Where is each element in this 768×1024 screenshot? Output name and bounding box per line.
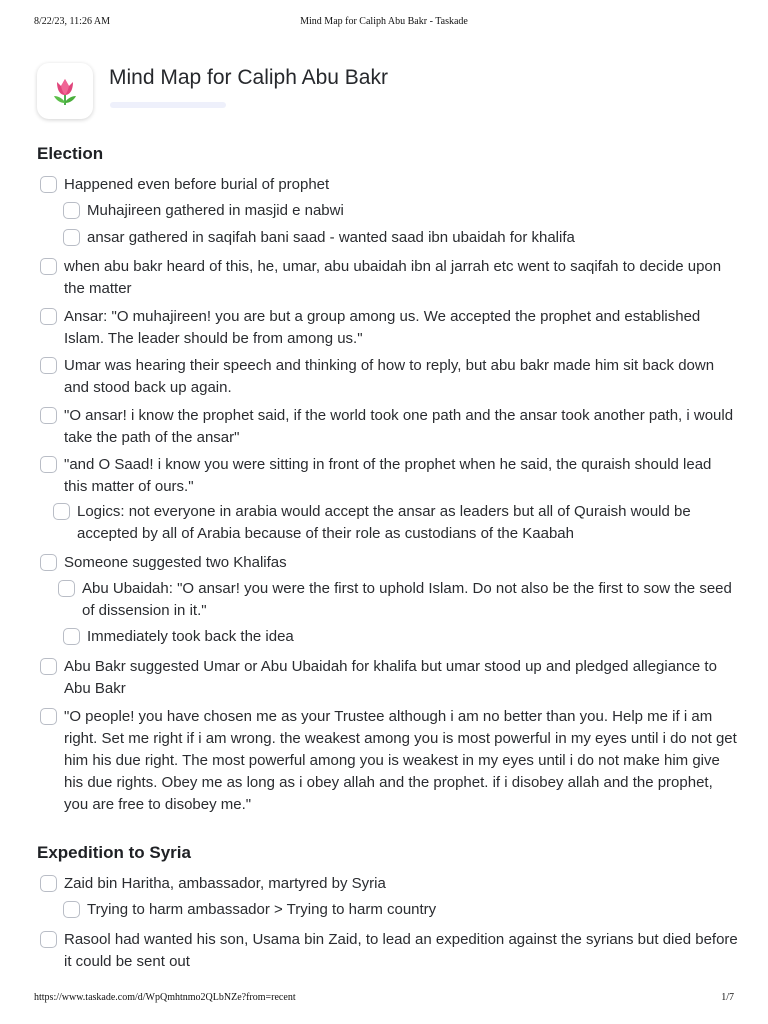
- list-item: [40, 706, 738, 816]
- list-item: [63, 227, 738, 249]
- item-text: ansar gathered in saqifah bani saad - wanted saad ibn ubaidah for khalifa: [87, 229, 575, 246]
- list-item: [40, 405, 738, 449]
- tulip-icon[interactable]: [37, 63, 93, 119]
- item-text: "O people! you have chosen me as your Trustee although i am no better than you. Help me if i am right. Set me right if i am wrong. the weakest among you is most powerful in my eyes until i do not get him his due right. The most powerful among you is weakest in my eyes until i do not make him give his due rights. Obey me as long as i obey allah and the prophet. if i disobey allah and the prophet, you are free to disobey me.": [64, 708, 737, 813]
- list-item: [63, 899, 738, 921]
- item-checkbox[interactable]: [40, 308, 57, 325]
- item-checkbox[interactable]: [40, 456, 57, 473]
- item-text: "and O Saad! i know you were sitting in front of the prophet when he said, the quraish should lead this matter of ours.": [64, 456, 712, 495]
- item-checkbox[interactable]: [63, 901, 80, 918]
- print-date: 8/22/23, 11:26 AM: [34, 16, 111, 27]
- print-page-title: Mind Map for Caliph Abu Bakr - Taskade: [300, 16, 468, 27]
- list-item: [40, 174, 738, 196]
- list-item: [53, 501, 738, 545]
- page-number: 1/7: [721, 992, 734, 1003]
- item-checkbox[interactable]: [58, 580, 75, 597]
- list-item: [40, 552, 738, 574]
- item-text: Abu Bakr suggested Umar or Abu Ubaidah for khalifa but umar stood up and pledged allegiance to Abu Bakr: [64, 658, 717, 697]
- item-text: Logics: not everyone in arabia would accept the ansar as leaders but all of Quraish would be accepted by all of Arabia because of their role as custodians of the Kaabah: [77, 503, 691, 542]
- item-checkbox[interactable]: [40, 258, 57, 275]
- item-text: Umar was hearing their speech and thinking of how to reply, but abu bakr made him sit back down and stood back up again.: [64, 357, 715, 396]
- list-item: [40, 929, 738, 973]
- item-text: Muhajireen gathered in masjid e nabwi: [87, 202, 344, 219]
- page-url: https://www.taskade.com/d/WpQmhtnmo2QLbNZe?from=recent: [34, 992, 296, 1003]
- print-footer: [34, 992, 734, 1006]
- list-item: [40, 256, 738, 300]
- item-text: Immediately took back the idea: [87, 628, 294, 645]
- list-item: [63, 626, 738, 648]
- item-checkbox[interactable]: [40, 658, 57, 675]
- item-text: Someone suggested two Khalifas: [64, 554, 287, 571]
- list-item: [40, 656, 738, 700]
- item-text: Trying to harm ambassador > Trying to harm country: [87, 901, 437, 918]
- print-header: [34, 16, 734, 30]
- item-checkbox[interactable]: [40, 554, 57, 571]
- document-title: Mind Map for Caliph Abu Bakr: [109, 66, 388, 89]
- tulip-icon-graphic: [48, 74, 82, 108]
- list-item: [40, 355, 738, 399]
- item-text: when abu bakr heard of this, he, umar, abu ubaidah ibn al jarrah etc went to saqifah to decide upon the matter: [64, 258, 722, 297]
- item-checkbox[interactable]: [63, 628, 80, 645]
- item-text: Rasool had wanted his son, Usama bin Zaid, to lead an expedition against the syrians but died before it could be sent out: [64, 931, 738, 970]
- item-checkbox[interactable]: [40, 357, 57, 374]
- list-item: [58, 578, 738, 622]
- item-text: "O ansar! i know the prophet said, if the world took one path and the ansar took another path, i would take the path of the ansar": [64, 407, 734, 446]
- item-text: Abu Ubaidah: "O ansar! you were the first to uphold Islam. Do not also be the first to sow the seed of dissension in it.": [82, 580, 732, 619]
- list-item: [40, 306, 738, 350]
- item-checkbox[interactable]: [40, 931, 57, 948]
- item-text: Zaid bin Haritha, ambassador, martyred by Syria: [64, 875, 386, 892]
- item-checkbox[interactable]: [40, 176, 57, 193]
- item-text: Happened even before burial of prophet: [64, 176, 330, 193]
- item-checkbox[interactable]: [40, 708, 57, 725]
- item-checkbox[interactable]: [40, 875, 57, 892]
- list-item: [63, 200, 738, 222]
- list-item: [40, 873, 738, 895]
- list-item: [40, 454, 738, 498]
- item-checkbox[interactable]: [40, 407, 57, 424]
- item-checkbox[interactable]: [63, 202, 80, 219]
- item-text: Ansar: "O muhajireen! you are but a group among us. We accepted the prophet and established Islam. The leader should be from among us.": [64, 308, 701, 347]
- section-heading-election: Election: [37, 144, 104, 163]
- item-checkbox[interactable]: [53, 503, 70, 520]
- section-heading-expedition-to-syria: Expedition to Syria: [37, 843, 191, 862]
- item-checkbox[interactable]: [63, 229, 80, 246]
- title-underline-bar: [110, 102, 226, 108]
